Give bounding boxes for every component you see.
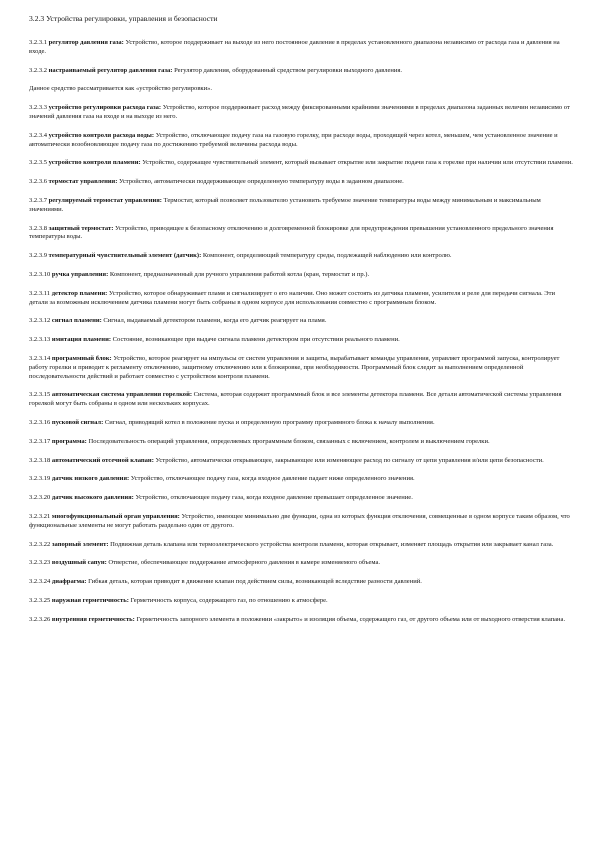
definition-text: Состояние, возникающее при выдаче сигнала пламени детектором при отсутствии реального пламени.	[111, 336, 400, 344]
defined-term: устройство контроля расхода воды:	[48, 131, 155, 139]
clause-number: 3.2.3.16	[29, 418, 51, 426]
definition-paragraph	[29, 290, 575, 308]
definition-text: Подвижная деталь клапана или термоэлектрического устройства контроля пламени, которая открывает, изменяет площадь открытия или закрывает канал газа.	[108, 540, 554, 548]
clause-number: 3.2.3.25	[29, 596, 51, 604]
definition-paragraph	[29, 391, 575, 409]
section-title: 3.2.3 Устройства регулировки, управления и безопасности	[29, 14, 218, 23]
definition-text: Устройство, которое обнаруживает пламя и сигнализирует о его наличии. Оно может состоять из датчика пламени, усилителя и реле для передачи сигнала. Эти детали за возможным исключением датчика пламени могут быть собраны в одном корпусе для использования совместно с программным блоком.	[29, 289, 555, 306]
definition-paragraph	[29, 132, 575, 150]
definition-text: Компонент, определяющий температуру среды, подлежащей наблюдению или контролю.	[201, 252, 452, 260]
definition-text: Сигнал, приводящий котел в положение пуска и определенную программу программного блока к началу выполнения.	[103, 418, 435, 426]
definition-text: Герметичность корпуса, содержащего газ, по отношению к атмосфере.	[128, 596, 328, 604]
definition-paragraph	[29, 197, 575, 215]
defined-term: имитация пламени:	[51, 336, 112, 344]
paragraph-list	[29, 39, 575, 624]
definition-paragraph	[29, 513, 575, 531]
definition-paragraph	[29, 178, 575, 187]
clause-number: 3.2.3.7	[29, 196, 48, 204]
defined-term: диафрагма:	[51, 578, 87, 586]
definition-text: Устройство, отключающее подачу газа на газовую горелку, при расходе воды, проходящей через котел, меньшем, чем установленное значение и автоматически возобновляющее подачу газа по достижению требуемой величины расхода воды.	[29, 131, 558, 148]
defined-term: датчик высокого давления:	[51, 494, 134, 502]
clause-number: 3.2.3.13	[29, 336, 51, 344]
clause-number: 3.2.3.26	[29, 615, 51, 623]
definition-paragraph	[29, 578, 575, 587]
defined-term: пусковой сигнал:	[51, 418, 104, 426]
definition-text: Гибкая деталь, которая приводит в движение клапан под действием силы, возникающей вследствие разности давлений.	[86, 578, 422, 586]
definition-paragraph	[29, 475, 575, 484]
definition-paragraph	[29, 252, 575, 261]
definition-paragraph	[29, 67, 575, 76]
clause-number: 3.2.3.19	[29, 475, 51, 483]
definition-text: Устройство, отключающее подачу газа, когда входное давление превышает определенное значение.	[133, 494, 413, 502]
clause-number: 3.2.3.21	[29, 512, 51, 520]
defined-term: датчик низкого давления:	[51, 475, 130, 483]
clause-number: 3.2.3.11	[29, 289, 51, 297]
definition-text: Отверстие, обеспечивающее поддержание атмосферного давления в камере изменяемого объема.	[106, 559, 381, 567]
definition-text: Данное средство рассматривается как «устройство регулировки».	[29, 85, 213, 93]
definition-paragraph	[29, 39, 575, 57]
clause-number: 3.2.3.8	[29, 224, 48, 232]
defined-term: защитный термостат:	[48, 224, 114, 232]
definition-text: Устройство, автоматически поддерживающее определенную температуру воды в заданном диапазоне.	[117, 178, 404, 186]
definition-paragraph	[29, 336, 575, 345]
clause-number: 3.2.3.17	[29, 437, 51, 445]
clause-number: 3.2.3.2	[29, 66, 48, 74]
definition-text: Последовательность операций управления, определяемых программным блоком, связанных с включением, контролем и выключением горелки.	[86, 437, 490, 445]
clause-number: 3.2.3.10	[29, 270, 51, 278]
clause-number: 3.2.3.3	[29, 104, 48, 112]
definition-paragraph	[29, 559, 575, 568]
definition-text: Устройство, имеющее минимально две функции, одна из которых функция отключения, совмещенные в одном корпусе таким образом, что функциональные элементы не могут работать раздельно один от другого.	[29, 512, 570, 529]
clause-number: 3.2.3.15	[29, 391, 51, 399]
definition-paragraph	[29, 541, 575, 550]
definition-text: Устройство, которое поддерживает расход между фиксированными крайними значениями в пределах диапазона заданных величин независимо от значений давления газа на входе и на выходе из него.	[29, 104, 570, 120]
defined-term: наружная герметичность:	[51, 596, 129, 604]
definition-text: Устройство, автоматически открывающее, закрывающее или изменяющее расход по сигналу от цепи управления и/или цепи безопасности.	[153, 456, 544, 464]
clause-number: 3.2.3.23	[29, 559, 51, 567]
clause-number: 3.2.3.22	[29, 540, 51, 548]
definition-paragraph	[29, 225, 575, 243]
clause-number: 3.2.3.18	[29, 456, 51, 464]
defined-term: автоматическая система управления горелкой:	[51, 391, 193, 399]
definition-paragraph	[29, 419, 575, 428]
definition-text: Устройство, содержащее чувствительный элемент, который вызывает открытие или закрытие подачи газа к горелке при наличии или отсутствии пламени.	[140, 159, 573, 167]
defined-term: программа:	[51, 437, 87, 445]
defined-term: многофункциональный орган управления:	[51, 512, 180, 520]
defined-term: запорный элемент:	[51, 540, 109, 548]
definition-paragraph	[29, 104, 575, 122]
defined-term: устройство регулировки расхода газа:	[48, 104, 162, 112]
definition-text: Компонент, предназначенный для ручного управления работой котла (кран, термостат и пр.).	[108, 270, 370, 278]
defined-term: ручка управления:	[51, 270, 109, 278]
defined-term: регулируемый термостат управления:	[48, 196, 162, 204]
clause-number: 3.2.3.4	[29, 131, 48, 139]
definition-paragraph	[29, 597, 575, 606]
definition-paragraph	[29, 271, 575, 280]
definition-paragraph	[29, 159, 575, 168]
definition-paragraph	[29, 355, 575, 381]
definition-text: Сигнал, выдаваемый детектором пламени, когда его датчик реагирует на пламя.	[101, 317, 327, 325]
definition-text: Устройство, которое реагирует на импульсы от систем управления и защиты, вырабатывает команды управления, управляет программой запуска, контролирует работу горелки и приводит к регламенту отключению, защитному отключению или к блокировке, при необходимости. Программный блок следит за выполнением определенной последовательности действий и работает совместно с устройством контроля пламени.	[29, 354, 560, 380]
clause-number: 3.2.3.6	[29, 178, 48, 186]
clause-number: 3.2.3.1	[29, 39, 48, 46]
clause-number: 3.2.3.5	[29, 159, 48, 167]
definition-text: Устройство, которое поддерживает на выходе из него постоянное давление в пределах установленного диапазона независимо от расхода газа и давления на входе.	[29, 39, 560, 55]
clause-number: 3.2.3.14	[29, 354, 51, 362]
defined-term: настраиваемый регулятор давления газа:	[48, 66, 173, 74]
definition-text: Регулятор давления, оборудованный средством регулировки выходного давления.	[172, 66, 403, 74]
clause-number: 3.2.3.12	[29, 317, 51, 325]
clause-number: 3.2.3.24	[29, 578, 51, 586]
clause-number: 3.2.3.9	[29, 252, 48, 260]
definition-paragraph	[29, 457, 575, 466]
defined-term: температурный чувствительный элемент (датчик):	[48, 252, 202, 260]
defined-term: детектор пламени:	[51, 289, 108, 297]
defined-term: программный блок:	[51, 354, 112, 362]
definition-text: Система, которая содержит программный блок и все элементы детектора пламени. Все детали автоматической системы управления горелкой могут быть собраны в одном или нескольких корпусах.	[29, 391, 562, 408]
definition-paragraph	[29, 494, 575, 503]
definition-paragraph	[29, 438, 575, 447]
defined-term: регулятор давления газа:	[48, 39, 124, 46]
defined-term: внутренняя герметичность:	[51, 615, 135, 623]
clause-number: 3.2.3.20	[29, 494, 51, 502]
definition-paragraph	[29, 616, 575, 625]
definition-text: Устройство, отключающее подачу газа, когда входное давление падает ниже определенного значения.	[129, 475, 415, 483]
definition-text: Термостат, который позволяет пользователю установить требуемое значение температуры воды между минимальным и максимальным значениями.	[29, 196, 541, 213]
definition-paragraph	[29, 317, 575, 326]
defined-term: автоматический отсечной клапан:	[51, 456, 154, 464]
definition-text: Устройство, приводящее к безопасному отключению и долговременной блокировке для предупреждения превышения установленного предельного значения температуры воды.	[29, 224, 554, 241]
defined-term: термостат управления:	[48, 178, 118, 186]
defined-term: устройство контроля пламени:	[48, 159, 141, 167]
defined-term: сигнал пламени:	[51, 317, 102, 325]
defined-term: воздушный сапун:	[51, 559, 107, 567]
note-paragraph	[29, 85, 575, 94]
definition-text: Герметичность запорного элемента в положении «закрыто» и изоляция объема, содержащего газ, от другого объема или от выходного отверстия клапана.	[134, 615, 566, 623]
